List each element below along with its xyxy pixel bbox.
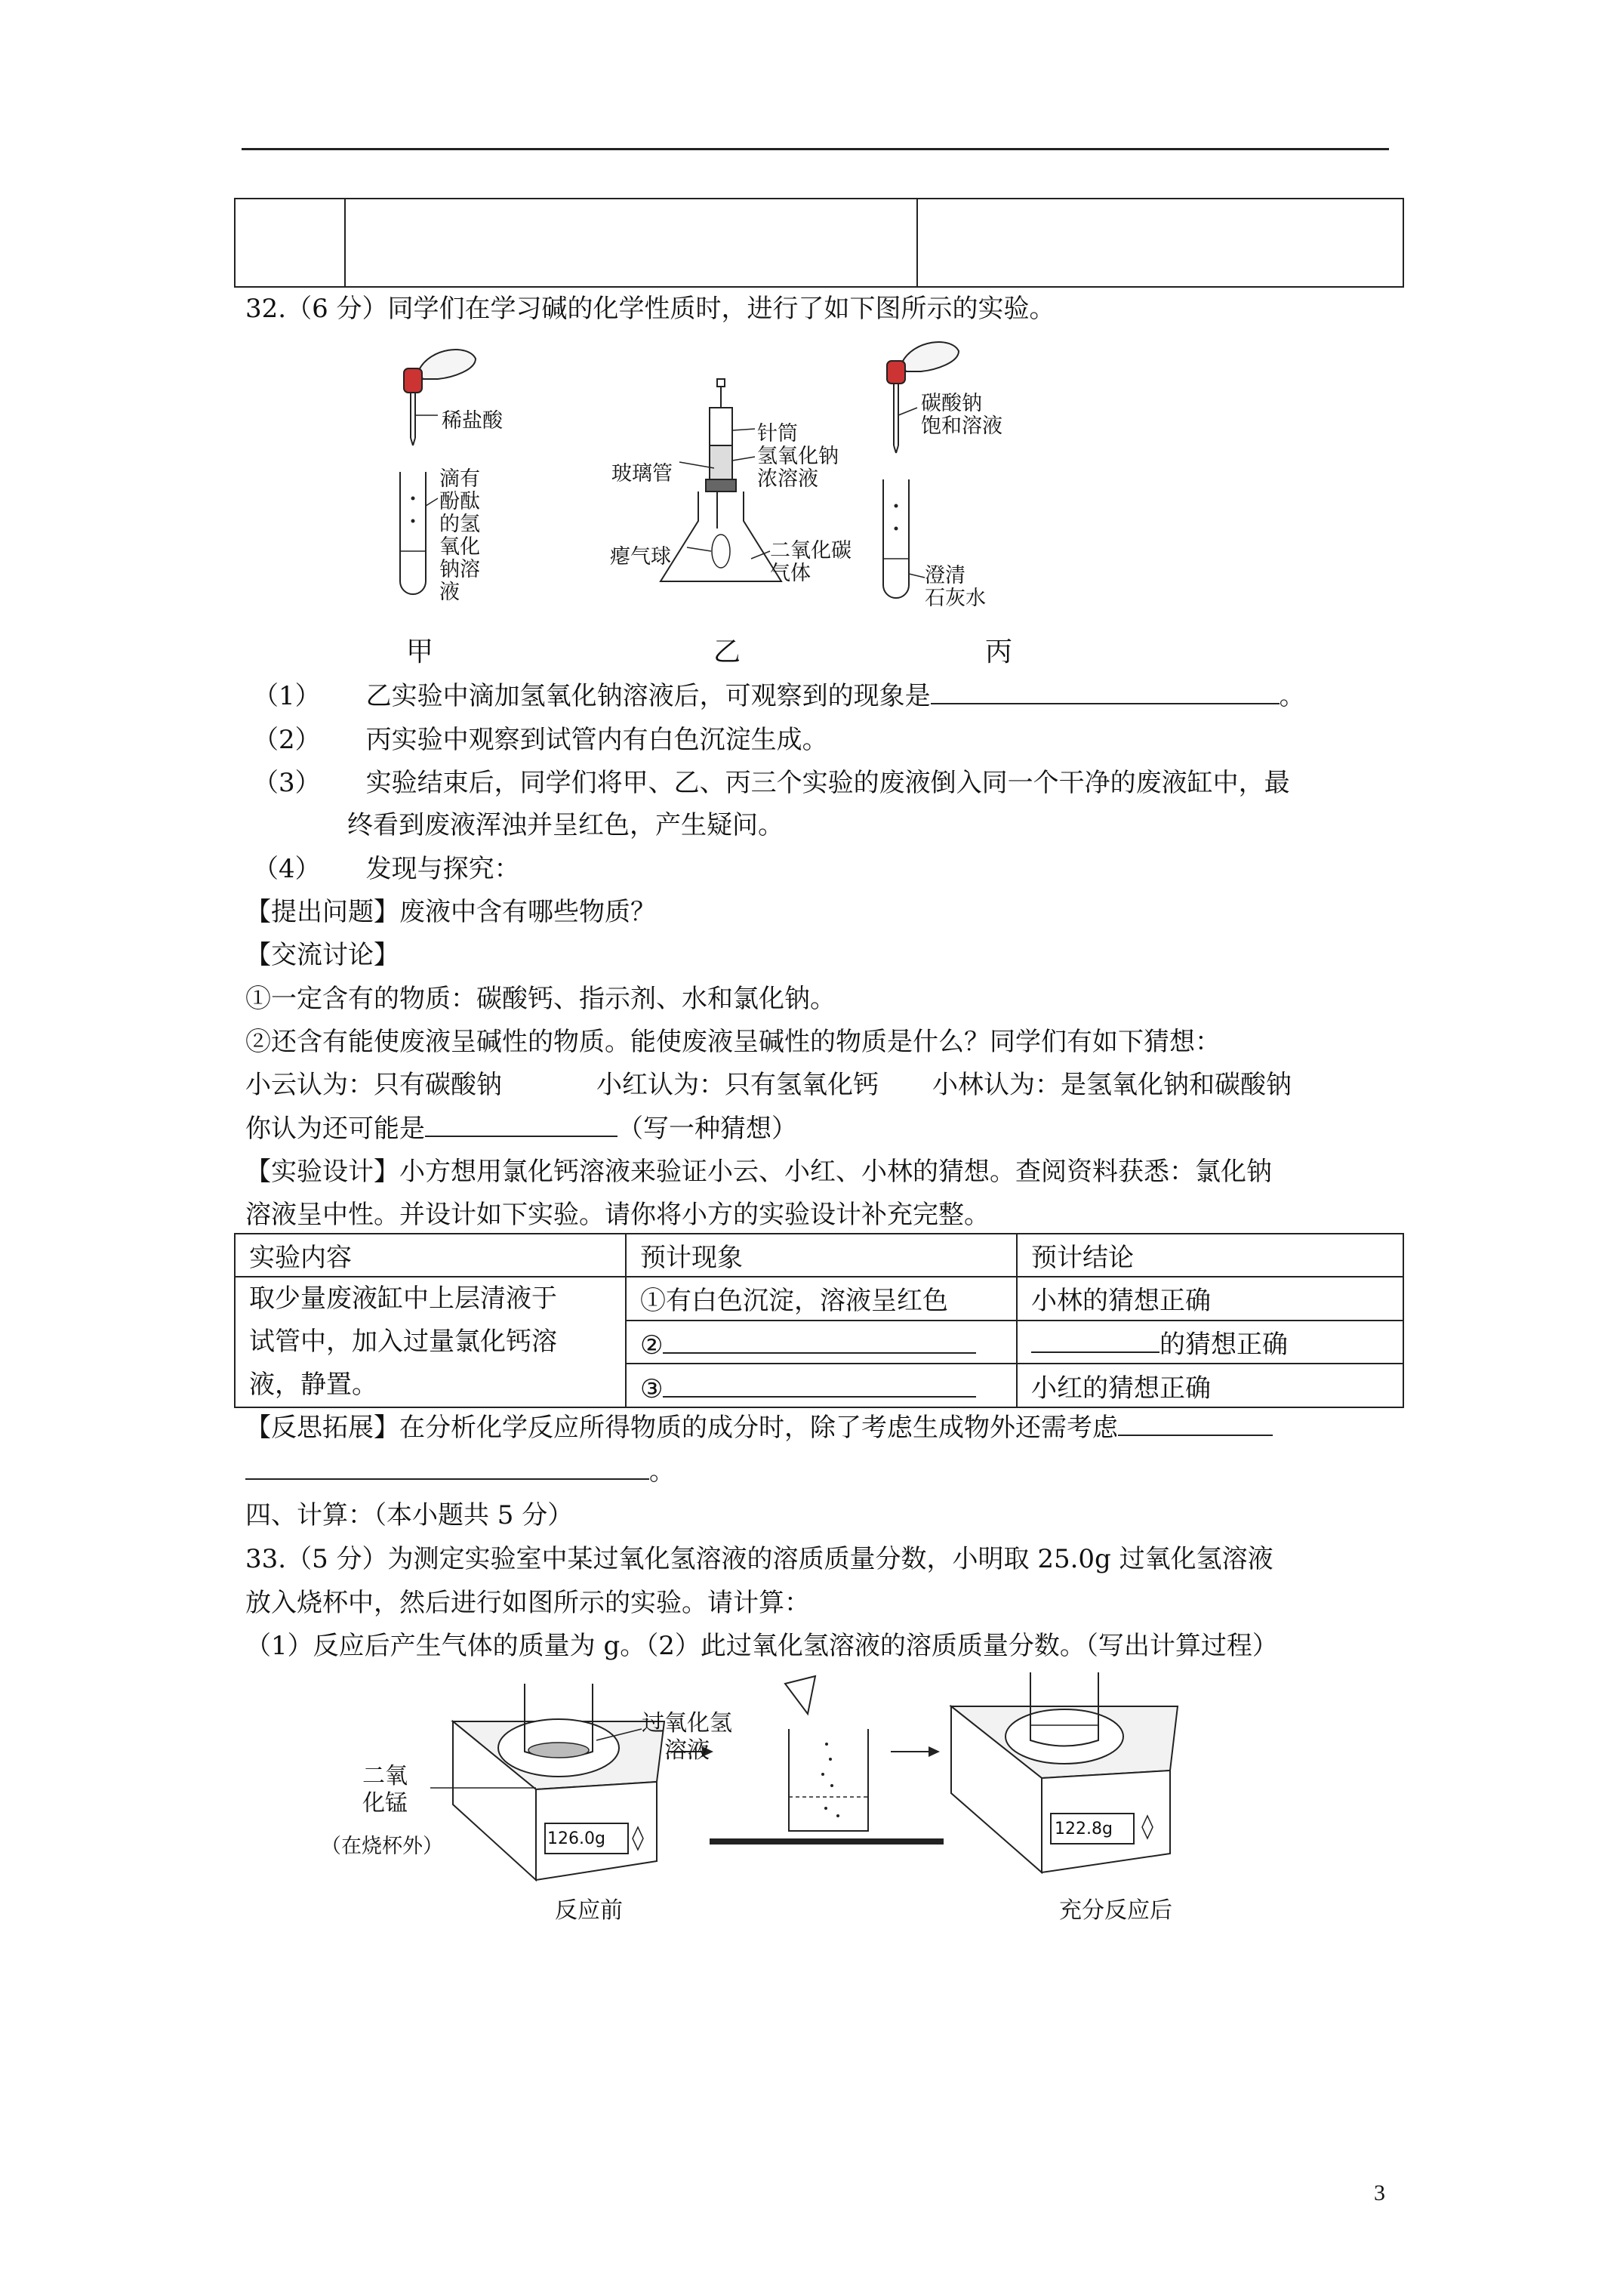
label-yi-co2: 二氧化碳 气体	[770, 539, 852, 585]
header-conclusion: 预计结论	[1017, 1234, 1403, 1277]
label-yi-naoh: 氢氧化钠 浓溶液	[757, 445, 839, 491]
q32-item1: （1） 乙实验中滴加氢氧化钠溶液后，可观察到的现象是 。	[253, 674, 1305, 718]
answer-blank-phenomenon-3[interactable]	[663, 1367, 976, 1398]
q32-item4: （4） 发现与探究：	[253, 854, 520, 884]
answer-blank-guess[interactable]	[425, 1107, 617, 1137]
reading-after: 122.8g	[1055, 1820, 1113, 1838]
caption-yi: 乙	[713, 636, 741, 667]
guess-xiaohong: 小红认为：只有氢氧化钙	[596, 1070, 879, 1100]
label-bing-dropper: 碳酸钠 饱和溶液	[921, 392, 1002, 438]
reading-before: 126.0g	[547, 1829, 605, 1848]
header-rule	[242, 148, 1389, 150]
design-line1: 【实验设计】小方想用氯化钙溶液来验证小云、小红、小林的猜想。查阅资料获悉：氯化钠	[245, 1157, 1272, 1187]
phenomenon-2: ②	[626, 1321, 1017, 1364]
empty-cell	[345, 199, 917, 287]
phenomenon-1: ①有白色沉淀，溶液呈红色	[626, 1277, 1017, 1321]
label-yi-glass: 玻璃管	[611, 462, 673, 485]
label-yi-syringe: 针筒	[757, 422, 798, 445]
q33-line3: （1）反应后产生气体的质量为 g。（2）此过氧化氢溶液的溶质质量分数。（写出计算过程）	[245, 1631, 1278, 1661]
answer-blank-1[interactable]	[931, 674, 1280, 704]
conclusion-1: 小林的猜想正确	[1017, 1277, 1403, 1321]
label-h2o2: 过氧化氢 溶液	[642, 1710, 732, 1764]
answer-blank-reflect-a[interactable]	[1118, 1406, 1273, 1436]
label-jia-dropper: 稀盐酸	[442, 409, 503, 433]
label-outside-beaker: （在烧杯外）	[321, 1835, 443, 1858]
discuss-2: ②还含有能使废液呈碱性的物质。能使废液呈碱性的物质是什么？同学们有如下猜想：	[245, 1027, 1221, 1057]
design-line2: 溶液呈中性。并设计如下实验。请你将小方的实验设计补充完整。	[245, 1200, 990, 1230]
conclusion-2: 的猜想正确	[1017, 1321, 1403, 1364]
label-yi-balloon: 瘪气球	[610, 545, 671, 569]
q33-figure	[355, 1669, 1246, 1925]
section-4-heading: 四、计算：（本小题共 5 分）	[245, 1500, 574, 1530]
label-after: 充分反应后	[1059, 1897, 1172, 1924]
header-phenomenon: 预计现象	[626, 1234, 1017, 1277]
q32-item3: （3） 实验结束后，同学们将甲、乙、丙三个实验的废液倒入同一个干净的废液缸中，最	[253, 768, 1290, 798]
q32-figure	[362, 332, 1163, 649]
guess-xiaolin: 小林认为：是氢氧化钠和碳酸钠	[932, 1070, 1292, 1100]
answer-blank-reflect-b[interactable]	[245, 1450, 649, 1480]
balance-before	[430, 1684, 664, 1880]
empty-cell	[917, 199, 1403, 287]
label-mno2: 二氧 化锰	[362, 1763, 408, 1817]
answer-blank-conclusion-2[interactable]	[1031, 1323, 1160, 1353]
experiment-bing-apparatus	[883, 342, 959, 598]
content-cell: 取少量废液缸中上层清液于 试管中，加入过量氯化钙溶 液，静置。	[235, 1277, 626, 1407]
caption-bing: 丙	[985, 636, 1013, 667]
q32-item2: （2） 丙实验中观察到试管内有白色沉淀生成。	[253, 725, 828, 755]
label-bing-tube: 澄清 石灰水	[925, 564, 986, 610]
page-number: 3	[1374, 2180, 1385, 2205]
label-jia-tube: 滴有 酚酞 的氢 氧化 钠溶 液	[439, 467, 480, 604]
empty-cell	[235, 199, 345, 287]
q32-item3-cont: 终看到废液浑浊并呈红色，产生疑问。	[347, 810, 784, 840]
ask-question: 【提出问题】废液中含有哪些物质？	[245, 897, 656, 927]
continued-table	[234, 198, 1404, 288]
discuss-heading: 【交流讨论】	[245, 940, 399, 970]
q32-title: 32.（6 分）同学们在学习碱的化学性质时，进行了如下图所示的实验。	[245, 294, 1055, 324]
caption-jia: 甲	[406, 636, 434, 667]
discuss-1: ①一定含有的物质：碳酸钙、指示剂、水和氯化钠。	[245, 984, 836, 1014]
experiment-table	[234, 1233, 1404, 1408]
phenomenon-3: ③	[626, 1364, 1017, 1407]
guess-you: 你认为还可能是 （写一种猜想）	[245, 1107, 797, 1151]
q33-line2: 放入烧杯中，然后进行如图所示的实验。请计算：	[245, 1588, 810, 1618]
answer-blank-phenomenon-2[interactable]	[663, 1324, 976, 1354]
guess-xiaoyun: 小云认为：只有碳酸钠	[245, 1070, 502, 1100]
balance-after	[951, 1672, 1178, 1872]
reflect: 【反思拓展】在分析化学反应所得物质的成分时，除了考虑生成物外还需考虑	[245, 1406, 1273, 1450]
label-before: 反应前	[555, 1897, 623, 1924]
conclusion-3: 小红的猜想正确	[1017, 1364, 1403, 1407]
header-content: 实验内容	[235, 1234, 626, 1277]
reflect-cont: 。	[245, 1450, 675, 1493]
q33-line1: 33.（5 分）为测定实验室中某过氧化氢溶液的溶质质量分数，小明取 25.0g 过氧化氢溶液	[245, 1544, 1273, 1574]
